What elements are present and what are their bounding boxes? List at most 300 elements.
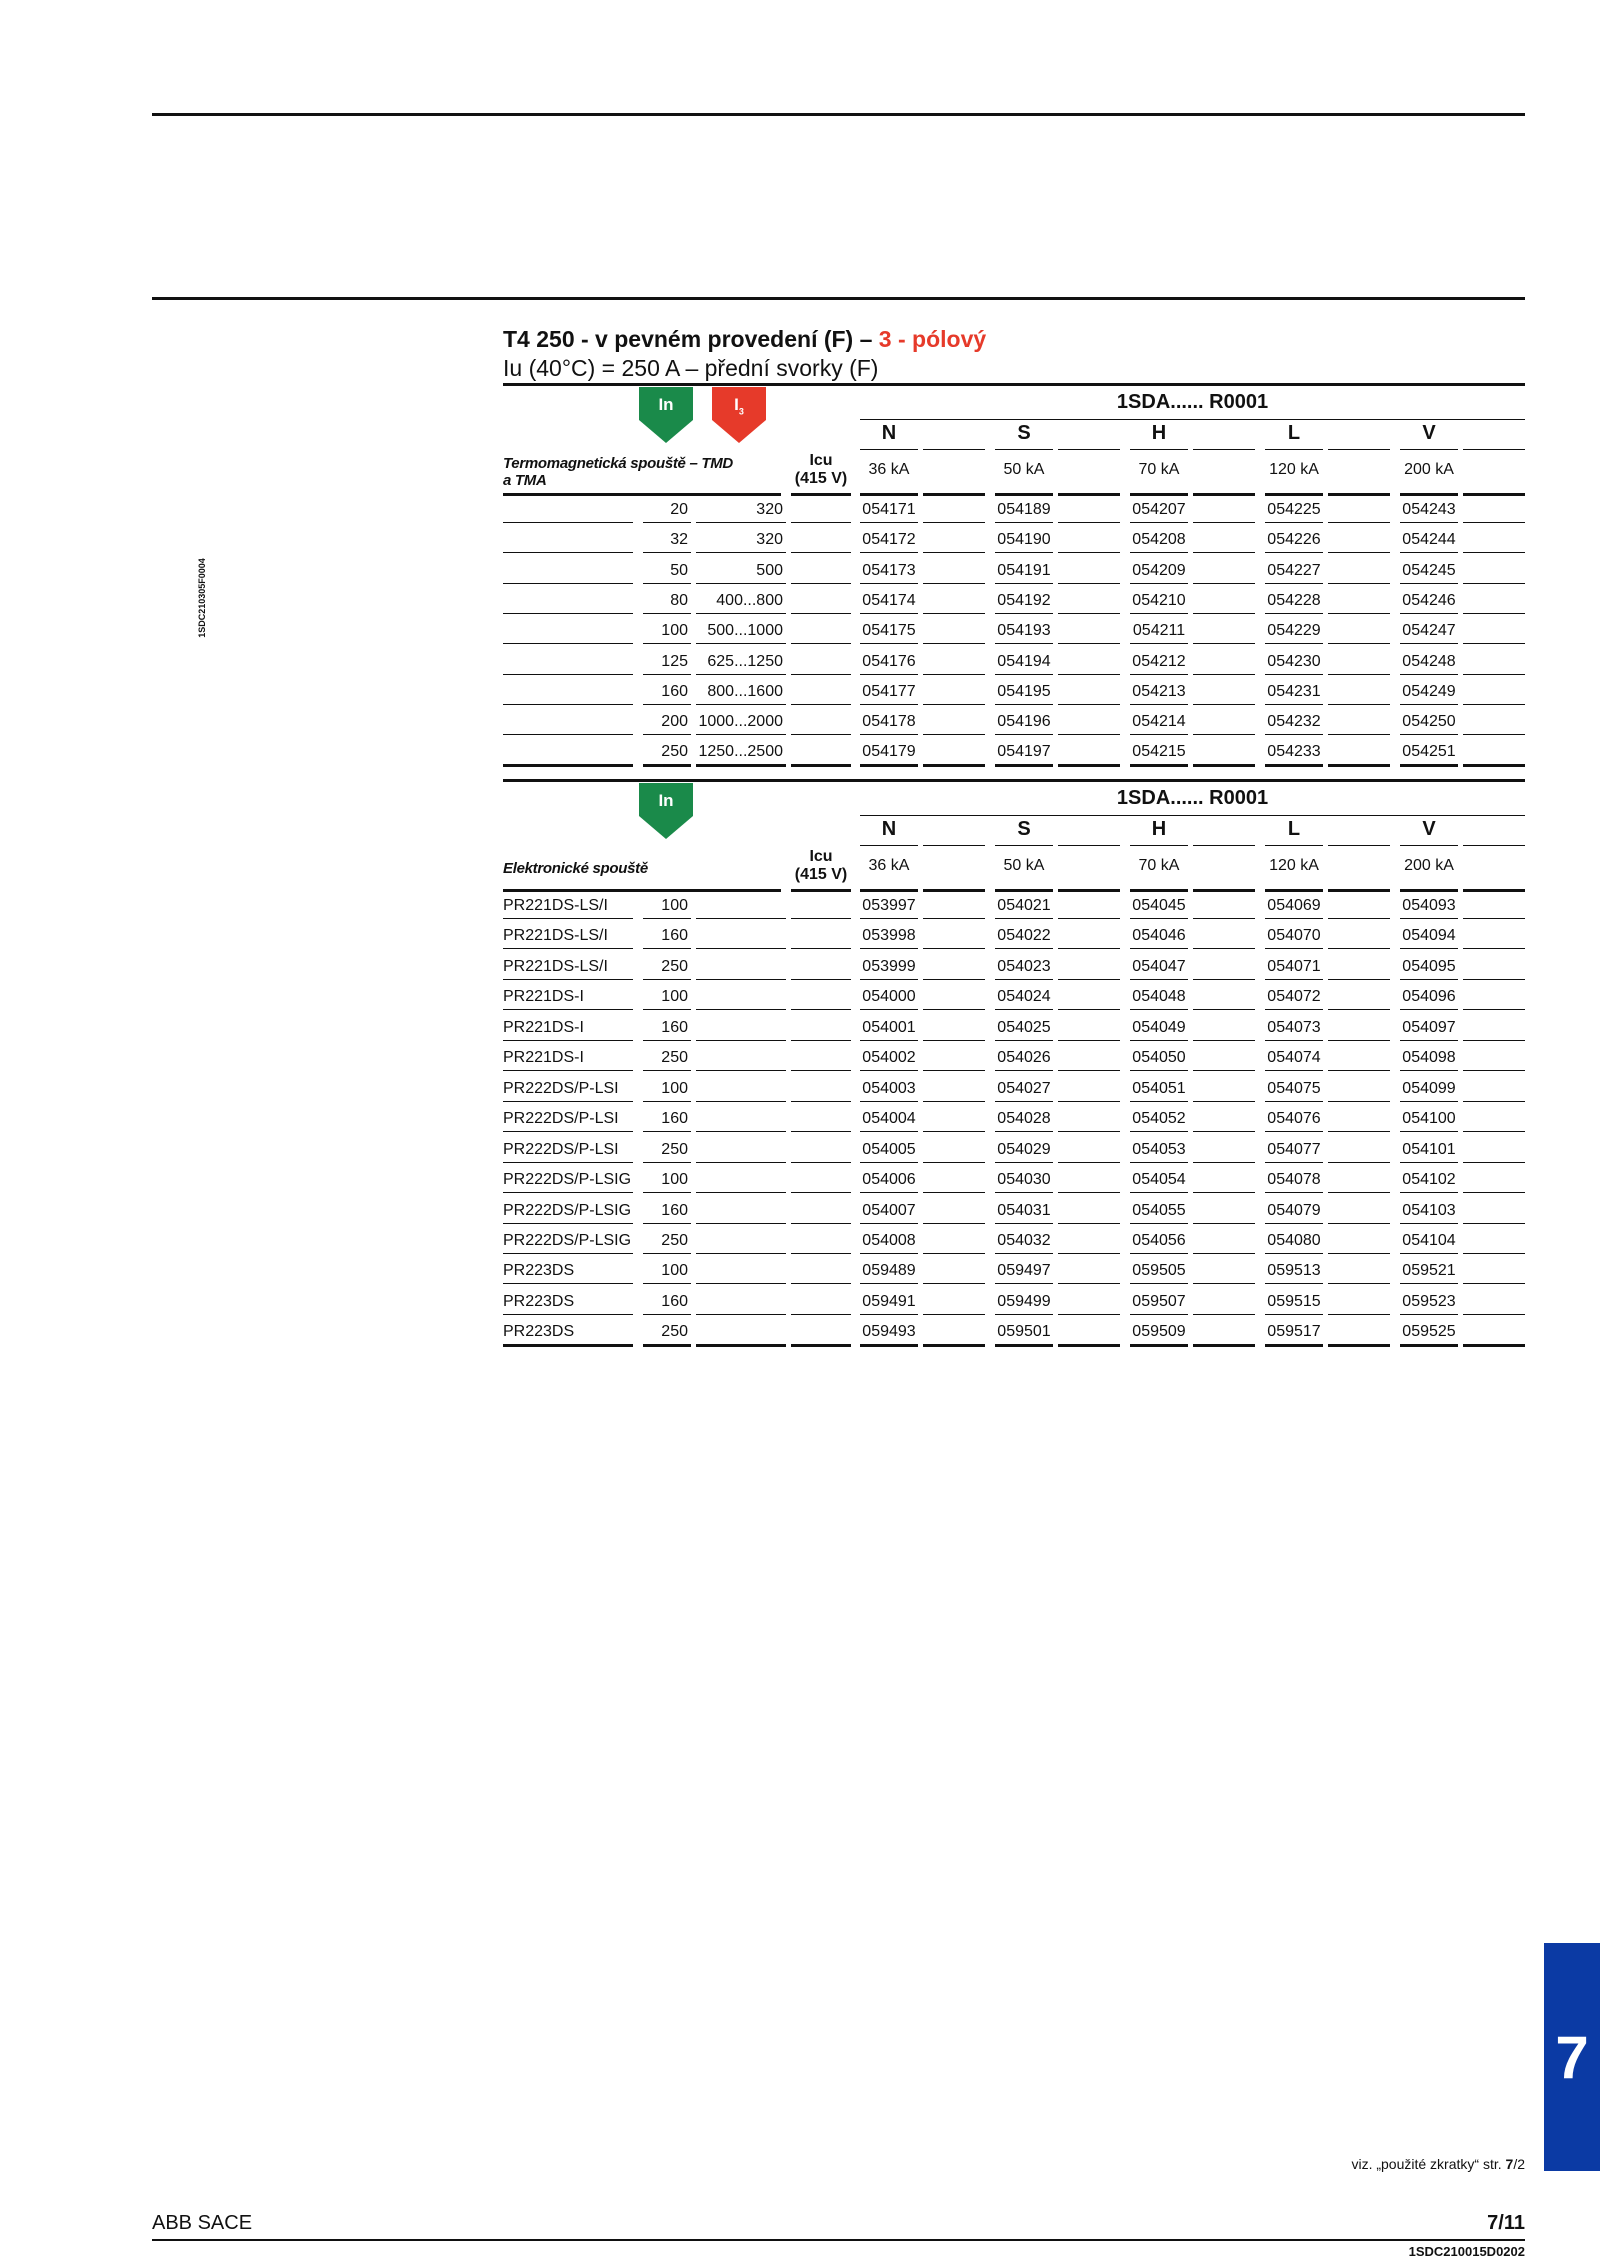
row-rule-icu bbox=[791, 552, 851, 553]
cell-code-s: 054195 bbox=[997, 682, 1051, 700]
table-electronic bbox=[503, 779, 1525, 1354]
row-rule-gap bbox=[1058, 704, 1120, 705]
badge-i3-red bbox=[712, 387, 766, 443]
cell-in: 250 bbox=[661, 957, 688, 975]
cell-code-v: 054100 bbox=[1402, 1110, 1456, 1128]
column-gap-rule bbox=[923, 493, 985, 496]
row-rule-gap bbox=[1328, 674, 1390, 675]
cell-in: 50 bbox=[670, 561, 688, 579]
column-gap-rule bbox=[1328, 889, 1390, 892]
row-rule-gap bbox=[1463, 764, 1525, 767]
row-rule-code bbox=[1400, 1131, 1458, 1132]
row-rule-gap bbox=[1193, 1040, 1255, 1041]
row-rule-code bbox=[995, 1070, 1053, 1071]
row-rule-in bbox=[643, 948, 691, 949]
cell-code-n: 053997 bbox=[862, 897, 916, 914]
row-rule-code bbox=[1130, 1223, 1188, 1224]
cell-code-v: 054245 bbox=[1402, 561, 1456, 579]
row-rule-code bbox=[860, 552, 918, 553]
cell-in: 160 bbox=[661, 927, 688, 945]
column-ka-rule bbox=[995, 889, 1053, 892]
footnote-tail: /2 bbox=[1513, 2156, 1525, 2172]
row-rule-code bbox=[1265, 583, 1323, 584]
row-rule-gap bbox=[1328, 1192, 1390, 1193]
column-gap-rule bbox=[1058, 493, 1120, 496]
sda-label: 1SDA...... R0001 bbox=[1116, 391, 1269, 413]
column-letter-rule bbox=[860, 845, 918, 846]
row-rule-code bbox=[995, 1283, 1053, 1284]
row-rule-code bbox=[860, 1101, 918, 1102]
row-rule-gap bbox=[1058, 674, 1120, 675]
cell-code-h: 054050 bbox=[1132, 1049, 1186, 1067]
row-rule-gap bbox=[1058, 1009, 1120, 1010]
cell-code-h: 059509 bbox=[1132, 1323, 1186, 1341]
row-rule-code bbox=[1130, 1131, 1188, 1132]
column-letter-l: L bbox=[1287, 422, 1301, 444]
row-rule-code bbox=[860, 1070, 918, 1071]
cell-code-v: 054094 bbox=[1402, 927, 1456, 945]
row-rule-code bbox=[1130, 1162, 1188, 1163]
row-rule-gap bbox=[923, 1344, 985, 1347]
cell-code-n: 053999 bbox=[862, 957, 916, 975]
row-rule-code bbox=[1130, 1040, 1188, 1041]
cell-i3: 320 bbox=[756, 531, 783, 549]
row-rule-label bbox=[503, 1009, 633, 1010]
cell-i3: 320 bbox=[756, 501, 783, 518]
column-gap-rule bbox=[1463, 493, 1525, 496]
row-rule-gap bbox=[923, 1162, 985, 1163]
row-rule-code bbox=[860, 1253, 918, 1254]
row-rule-label bbox=[503, 1162, 633, 1163]
row-rule-gap bbox=[923, 1101, 985, 1102]
column-gap-rule bbox=[923, 845, 985, 846]
row-rule-in bbox=[643, 613, 691, 614]
row-rule-code bbox=[995, 1009, 1053, 1010]
cell-code-l: 054229 bbox=[1267, 622, 1321, 640]
cell-in: 20 bbox=[670, 501, 688, 518]
badge-in-green bbox=[639, 783, 693, 839]
icu-label-line1: Icu bbox=[809, 452, 833, 469]
row-rule-code bbox=[1130, 948, 1188, 949]
cell-code-s: 054190 bbox=[997, 531, 1051, 549]
column-gap-rule bbox=[1328, 845, 1390, 846]
row-rule-code bbox=[1400, 764, 1458, 767]
row-rule-code bbox=[1265, 1162, 1323, 1163]
cell-code-l: 054074 bbox=[1267, 1049, 1321, 1067]
cell-in: 200 bbox=[661, 713, 688, 731]
cell-code-l: 054071 bbox=[1267, 957, 1321, 975]
row-rule-gap bbox=[1058, 918, 1120, 919]
cell-i3: 500 bbox=[756, 561, 783, 579]
row-rule-gap bbox=[923, 1253, 985, 1254]
side-document-code: 1SDC210305F0004 bbox=[197, 558, 207, 638]
column-ka-rule bbox=[1265, 493, 1323, 496]
row-rule-blank bbox=[696, 948, 786, 949]
cell-in: 250 bbox=[661, 1231, 688, 1249]
cell-code-v: 054095 bbox=[1402, 957, 1456, 975]
column-ka-rule bbox=[1400, 889, 1458, 892]
row-rule-label bbox=[503, 1040, 633, 1041]
cell-trip-unit: PR221DS-I bbox=[503, 988, 584, 1006]
row-rule-code bbox=[860, 1344, 918, 1347]
row-rule-gap bbox=[1328, 764, 1390, 767]
row-rule-blank bbox=[696, 1040, 786, 1041]
cell-code-l: 054075 bbox=[1267, 1079, 1321, 1097]
row-rule-gap bbox=[1463, 522, 1525, 523]
row-rule-code bbox=[1130, 1009, 1188, 1010]
row-rule-label bbox=[503, 1131, 633, 1132]
column-ka-h: 70 kA bbox=[1138, 461, 1180, 478]
row-rule-in bbox=[643, 1314, 691, 1315]
row-rule-gap bbox=[1058, 583, 1120, 584]
column-gap-rule bbox=[1193, 449, 1255, 450]
row-rule-gap bbox=[1193, 948, 1255, 949]
cell-in: 250 bbox=[661, 743, 688, 761]
row-rule-code bbox=[860, 948, 918, 949]
row-rule-gap bbox=[1463, 918, 1525, 919]
row-rule-icu bbox=[791, 613, 851, 614]
row-rule-icu bbox=[791, 979, 851, 980]
row-rule-blank bbox=[696, 918, 786, 919]
page-subtitle: Iu (40°C) = 250 A – přední svorky (F) bbox=[503, 355, 879, 381]
row-rule-code bbox=[995, 734, 1053, 735]
row-rule-code bbox=[1130, 643, 1188, 644]
row-rule-code bbox=[995, 552, 1053, 553]
row-rule-code bbox=[1400, 1223, 1458, 1224]
row-rule-gap bbox=[1463, 643, 1525, 644]
badge-in-label: In bbox=[658, 791, 674, 810]
table-thermomagnetic bbox=[503, 383, 1525, 773]
row-rule-label bbox=[503, 1283, 633, 1284]
column-gap-rule bbox=[1328, 449, 1390, 450]
column-letter-rule bbox=[1400, 449, 1458, 450]
header-rule-top bbox=[152, 113, 1525, 116]
row-rule-gap bbox=[1328, 1314, 1390, 1315]
row-rule-in bbox=[643, 1040, 691, 1041]
row-rule-gap bbox=[1463, 552, 1525, 553]
row-rule-code bbox=[860, 734, 918, 735]
cell-code-s: 054196 bbox=[997, 713, 1051, 731]
row-rule-gap bbox=[923, 1131, 985, 1132]
row-rule-code bbox=[1130, 522, 1188, 523]
row-rule-gap bbox=[1058, 643, 1120, 644]
cell-code-h: 054046 bbox=[1132, 927, 1186, 945]
row-rule-code bbox=[1130, 552, 1188, 553]
column-ka-rule bbox=[1130, 493, 1188, 496]
column-gap-rule bbox=[1193, 493, 1255, 496]
cell-trip-unit: PR221DS-I bbox=[503, 1018, 584, 1036]
row-rule-label bbox=[503, 674, 633, 675]
row-rule-code bbox=[995, 704, 1053, 705]
row-rule-code bbox=[860, 704, 918, 705]
cell-code-l: 054076 bbox=[1267, 1110, 1321, 1128]
row-rule-label bbox=[503, 552, 633, 553]
cell-code-h: 054053 bbox=[1132, 1140, 1186, 1158]
column-gap-rule bbox=[923, 889, 985, 892]
cell-code-l: 054225 bbox=[1267, 501, 1321, 518]
cell-code-s: 054189 bbox=[997, 501, 1051, 518]
row-rule-icu bbox=[791, 643, 851, 644]
cell-code-h: 054048 bbox=[1132, 988, 1186, 1006]
badge-in-label: In bbox=[658, 395, 674, 414]
footer-doc-code: 1SDC210015D0202 bbox=[1408, 2244, 1525, 2259]
row-rule-code bbox=[860, 674, 918, 675]
cell-code-l: 054073 bbox=[1267, 1018, 1321, 1036]
cell-code-s: 054191 bbox=[997, 561, 1051, 579]
row-rule-code bbox=[1130, 734, 1188, 735]
row-rule-gap bbox=[1193, 918, 1255, 919]
column-letter-rule bbox=[1130, 845, 1188, 846]
row-rule-in bbox=[643, 704, 691, 705]
row-rule-code bbox=[1265, 613, 1323, 614]
row-rule-code bbox=[1265, 1101, 1323, 1102]
row-rule-code bbox=[1130, 1314, 1188, 1315]
row-rule-gap bbox=[1058, 1040, 1120, 1041]
row-rule-i3 bbox=[696, 674, 786, 675]
footer-page-number: 7/11 bbox=[1487, 2212, 1525, 2234]
cell-in: 160 bbox=[661, 1018, 688, 1036]
column-ka-v: 200 kA bbox=[1404, 857, 1454, 874]
row-rule-gap bbox=[1328, 948, 1390, 949]
footnote bbox=[1351, 2156, 1525, 2172]
cell-code-n: 054004 bbox=[862, 1110, 916, 1128]
column-letter-rule bbox=[860, 449, 918, 450]
cell-code-n: 054003 bbox=[862, 1079, 916, 1097]
row-rule-gap bbox=[923, 948, 985, 949]
cell-code-n: 054171 bbox=[862, 501, 916, 518]
row-rule-blank bbox=[696, 1131, 786, 1132]
cell-i3: 1000...2000 bbox=[698, 713, 783, 731]
row-rule-gap bbox=[1193, 704, 1255, 705]
row-rule-i3 bbox=[696, 734, 786, 735]
row-rule-i3 bbox=[696, 552, 786, 553]
row-rule-code bbox=[1265, 1131, 1323, 1132]
cell-code-v: 054251 bbox=[1402, 743, 1456, 761]
row-rule-blank bbox=[696, 1253, 786, 1254]
row-rule-gap bbox=[1463, 1070, 1525, 1071]
row-rule-code bbox=[1265, 1314, 1323, 1315]
cell-code-l: 054077 bbox=[1267, 1140, 1321, 1158]
row-rule-gap bbox=[1328, 704, 1390, 705]
row-rule-gap bbox=[1463, 1314, 1525, 1315]
cell-code-l: 054079 bbox=[1267, 1201, 1321, 1219]
cell-code-v: 059525 bbox=[1402, 1323, 1456, 1341]
row-rule-gap bbox=[1463, 734, 1525, 735]
row-rule-blank bbox=[696, 1223, 786, 1224]
row-rule-gap bbox=[1463, 1040, 1525, 1041]
icu-label-line2: (415 V) bbox=[794, 866, 848, 883]
row-rule-gap bbox=[1463, 1223, 1525, 1224]
column-ka-h: 70 kA bbox=[1138, 857, 1180, 874]
badge-in-green bbox=[639, 387, 693, 443]
row-rule-gap bbox=[923, 552, 985, 553]
cell-code-n: 054008 bbox=[862, 1231, 916, 1249]
row-rule-code bbox=[860, 1283, 918, 1284]
cell-trip-unit: PR222DS/P-LSI bbox=[503, 1079, 619, 1097]
cell-in: 160 bbox=[661, 1201, 688, 1219]
row-rule-gap bbox=[1328, 643, 1390, 644]
cell-code-h: 054213 bbox=[1132, 682, 1186, 700]
column-letter-s: S bbox=[1017, 818, 1031, 840]
column-gap-rule bbox=[1193, 889, 1255, 892]
cell-code-n: 054173 bbox=[862, 561, 916, 579]
column-letter-h: H bbox=[1151, 818, 1167, 840]
row-rule-in bbox=[643, 979, 691, 980]
row-rule-code bbox=[1400, 613, 1458, 614]
row-rule-code bbox=[860, 1162, 918, 1163]
column-ka-l: 120 kA bbox=[1269, 461, 1319, 478]
row-rule-blank bbox=[696, 1162, 786, 1163]
chapter-tab bbox=[1544, 1943, 1600, 2171]
row-rule-icu bbox=[791, 1253, 851, 1254]
row-rule-gap bbox=[1463, 1253, 1525, 1254]
cell-code-v: 054096 bbox=[1402, 988, 1456, 1006]
cell-code-v: 054093 bbox=[1402, 897, 1456, 914]
row-rule-code bbox=[1130, 764, 1188, 767]
row-rule-code bbox=[1265, 1283, 1323, 1284]
row-rule-code bbox=[995, 1253, 1053, 1254]
cell-trip-unit: PR221DS-LS/I bbox=[503, 957, 608, 975]
sda-rule bbox=[860, 815, 1525, 816]
cell-code-l: 054230 bbox=[1267, 652, 1321, 670]
row-rule-code bbox=[1400, 674, 1458, 675]
cell-code-h: 054209 bbox=[1132, 561, 1186, 579]
row-rule-code bbox=[995, 948, 1053, 949]
row-rule-gap bbox=[923, 918, 985, 919]
cell-code-h: 059507 bbox=[1132, 1292, 1186, 1310]
table-top-rule bbox=[503, 383, 1525, 386]
row-rule-gap bbox=[1193, 979, 1255, 980]
row-rule-gap bbox=[1193, 1253, 1255, 1254]
cell-code-s: 054193 bbox=[997, 622, 1051, 640]
column-gap-rule bbox=[1463, 449, 1525, 450]
row-rule-icu bbox=[791, 674, 851, 675]
row-rule-code bbox=[995, 1040, 1053, 1041]
page-title bbox=[503, 324, 986, 354]
row-rule-code bbox=[860, 613, 918, 614]
row-rule-blank bbox=[696, 1192, 786, 1193]
cell-trip-unit: PR223DS bbox=[503, 1262, 575, 1280]
row-rule-gap bbox=[1328, 918, 1390, 919]
row-rule-icu bbox=[791, 1101, 851, 1102]
row-rule-code bbox=[1265, 1040, 1323, 1041]
column-ka-v: 200 kA bbox=[1404, 461, 1454, 478]
row-rule-code bbox=[860, 1223, 918, 1224]
row-rule-code bbox=[1130, 918, 1188, 919]
row-rule-icu bbox=[791, 704, 851, 705]
row-rule-in bbox=[643, 1009, 691, 1010]
row-rule-blank bbox=[696, 1009, 786, 1010]
cell-code-v: 054244 bbox=[1402, 531, 1456, 549]
row-rule-label bbox=[503, 1192, 633, 1193]
row-rule-gap bbox=[1058, 734, 1120, 735]
cell-code-s: 054021 bbox=[997, 897, 1051, 914]
row-rule-gap bbox=[1058, 1162, 1120, 1163]
cell-code-h: 054215 bbox=[1132, 743, 1186, 761]
cell-code-s: 054192 bbox=[997, 591, 1051, 609]
row-rule-code bbox=[1400, 1162, 1458, 1163]
row-rule-gap bbox=[923, 674, 985, 675]
row-rule-gap bbox=[1058, 1101, 1120, 1102]
row-rule-in bbox=[643, 1162, 691, 1163]
row-rule-code bbox=[995, 1223, 1053, 1224]
row-rule-gap bbox=[1058, 1131, 1120, 1132]
cell-code-v: 054248 bbox=[1402, 652, 1456, 670]
section-label-tmd bbox=[503, 455, 733, 489]
cell-code-v: 054102 bbox=[1402, 1171, 1456, 1189]
row-rule-code bbox=[995, 643, 1053, 644]
badge-i3-sub: 3 bbox=[738, 406, 744, 417]
row-rule-icu bbox=[791, 948, 851, 949]
icu-label bbox=[791, 452, 851, 488]
column-letter-rule bbox=[1400, 845, 1458, 846]
row-rule-gap bbox=[1328, 1283, 1390, 1284]
row-rule-gap bbox=[1328, 1040, 1390, 1041]
row-rule-gap bbox=[1058, 522, 1120, 523]
row-rule-gap bbox=[1193, 1070, 1255, 1071]
row-rule-in bbox=[643, 1070, 691, 1071]
column-ka-s: 50 kA bbox=[1003, 857, 1045, 874]
row-rule-code bbox=[860, 643, 918, 644]
cell-in: 100 bbox=[661, 1262, 688, 1280]
row-rule-i3 bbox=[696, 704, 786, 705]
row-rule-code bbox=[1400, 1192, 1458, 1193]
section-label-line1: Termomagnetická spouště – TMD bbox=[503, 455, 733, 472]
icu-label-line2: (415 V) bbox=[794, 470, 848, 487]
row-rule-in bbox=[643, 1283, 691, 1284]
row-rule-code bbox=[1265, 1223, 1323, 1224]
row-rule-gap bbox=[1193, 764, 1255, 767]
cell-code-h: 054214 bbox=[1132, 713, 1186, 731]
cell-code-h: 054047 bbox=[1132, 957, 1186, 975]
cell-code-n: 054179 bbox=[862, 743, 916, 761]
row-rule-icu bbox=[791, 918, 851, 919]
row-rule-code bbox=[995, 979, 1053, 980]
row-rule-in bbox=[643, 1344, 691, 1347]
row-rule-blank bbox=[696, 1344, 786, 1347]
row-rule-in bbox=[643, 1253, 691, 1254]
row-rule-gap bbox=[1463, 979, 1525, 980]
column-letter-rule bbox=[1130, 449, 1188, 450]
row-rule-gap bbox=[1463, 1009, 1525, 1010]
badge-i3-label bbox=[712, 395, 766, 416]
cell-code-s: 054026 bbox=[997, 1049, 1051, 1067]
row-rule-blank bbox=[696, 1101, 786, 1102]
row-rule-code bbox=[1265, 552, 1323, 553]
row-rule-code bbox=[1265, 704, 1323, 705]
row-rule-code bbox=[1130, 613, 1188, 614]
cell-trip-unit: PR221DS-LS/I bbox=[503, 927, 608, 945]
row-rule-gap bbox=[1328, 552, 1390, 553]
column-gap-rule bbox=[923, 449, 985, 450]
column-letter-rule bbox=[1265, 449, 1323, 450]
title-block bbox=[503, 324, 986, 382]
row-rule-gap bbox=[1193, 1192, 1255, 1193]
row-rule-blank bbox=[696, 979, 786, 980]
row-rule-gap bbox=[1328, 1253, 1390, 1254]
row-rule-gap bbox=[1193, 1101, 1255, 1102]
cell-code-n: 054176 bbox=[862, 652, 916, 670]
row-rule-code bbox=[995, 764, 1053, 767]
row-rule-gap bbox=[1463, 583, 1525, 584]
cell-code-n: 053998 bbox=[862, 927, 916, 945]
row-rule-code bbox=[1400, 1070, 1458, 1071]
row-rule-code bbox=[860, 979, 918, 980]
row-rule-code bbox=[1400, 1009, 1458, 1010]
cell-code-n: 054172 bbox=[862, 531, 916, 549]
row-rule-code bbox=[995, 1101, 1053, 1102]
row-rule-code bbox=[860, 918, 918, 919]
